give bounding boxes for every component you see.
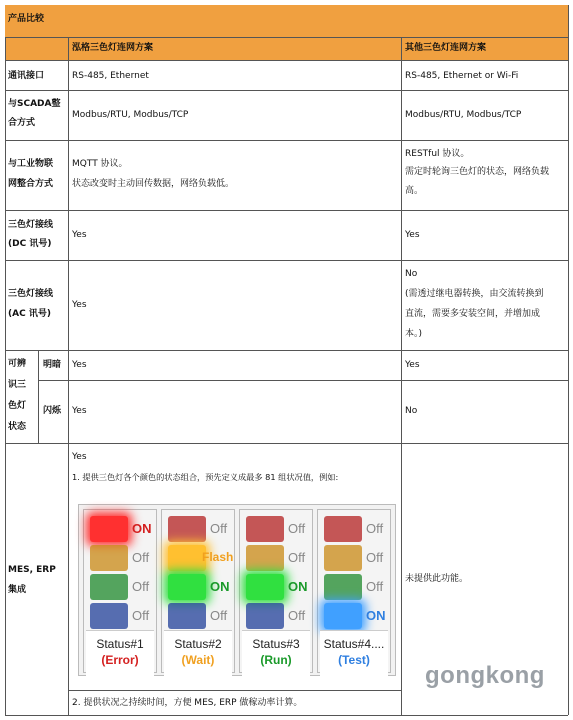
comm-a: RS-485, Ethernet — [72, 71, 149, 81]
tower-lamp — [246, 516, 284, 542]
row-label-identify-1: 可辨 — [8, 359, 27, 369]
iot-b-3: 高。 — [405, 186, 424, 196]
row-label-dc-1: 三色灯接线 — [8, 220, 54, 230]
status-number: Status#1 — [96, 637, 144, 651]
iot-b-1: RESTful 协议。 — [405, 149, 470, 159]
table-title: 产品比较 — [8, 14, 45, 24]
tower-lamp — [168, 545, 206, 571]
row-label-scada-2: 合方式 — [8, 118, 36, 128]
status-panel — [317, 509, 391, 673]
status-caption — [86, 630, 154, 679]
status-panel — [239, 509, 313, 673]
tower-lamp — [168, 603, 206, 629]
lamp-state-label: ON — [210, 579, 230, 594]
lamp-state-label: Off — [132, 550, 150, 565]
status-panel — [83, 509, 157, 673]
ac-a: Yes — [72, 300, 87, 310]
dc-b: Yes — [405, 230, 420, 240]
row-label-scada-1: 与SCADA整 — [8, 99, 61, 109]
lamp-state-label: ON — [366, 608, 386, 623]
identify-b-1: Yes — [405, 360, 420, 370]
row-label-dc-2: (DC 讯号) — [8, 239, 52, 249]
lamp-state-label: Off — [288, 608, 306, 623]
lamp-state-label: Off — [366, 521, 384, 536]
status-state: (Run) — [260, 653, 292, 667]
status-caption — [320, 630, 388, 679]
lamp-state-label: Off — [366, 550, 384, 565]
tower-lamp — [324, 516, 362, 542]
tower-lamp — [246, 574, 284, 600]
tower-lamp — [324, 545, 362, 571]
status-state: (Wait) — [181, 653, 215, 667]
status-number: Status#2 — [174, 637, 222, 651]
status-number: Status#4.... — [323, 637, 385, 651]
iot-a-1: MQTT 协议。 — [72, 159, 128, 169]
row-label-mes-1: MES, ERP — [8, 565, 56, 575]
ac-b-4: 本。) — [405, 329, 423, 339]
iot-b-2: 需定时轮询三色灯的状态，网络负载 — [405, 167, 550, 177]
mes-a-1: Yes — [72, 452, 87, 462]
lamp-state-label: Flash — [202, 550, 234, 564]
dc-a: Yes — [72, 230, 87, 240]
lamp-state-label: ON — [288, 579, 308, 594]
scada-b: Modbus/RTU, Modbus/TCP — [405, 110, 522, 120]
row-label-identify-4: 状态 — [8, 422, 27, 432]
row-label-comm: 通讯接口 — [8, 71, 45, 81]
tower-lamp — [90, 516, 128, 542]
mes-b: 未提供此功能。 — [405, 574, 469, 584]
lamp-state-label: Off — [132, 579, 150, 594]
header-col2: 其他三色灯连网方案 — [405, 43, 487, 53]
sub-label-brightness: 明暗 — [43, 360, 62, 370]
tower-lamp — [168, 574, 206, 600]
scada-a: Modbus/RTU, Modbus/TCP — [72, 110, 189, 120]
status-caption — [242, 630, 310, 679]
lamp-state-label: Off — [132, 608, 150, 623]
iot-a-2: 状态改变时主动回传数据，网络负载低。 — [72, 179, 235, 189]
lamp-state-label: ON — [132, 521, 152, 536]
tower-lamp — [324, 603, 362, 629]
ac-b-2: (需透过继电器转换，由交流转换到 — [405, 289, 544, 299]
mes-a-2: 1. 提供三色灯各个颜色的状态组合，预先定义成最多 81 组状况值，例如: — [72, 472, 339, 482]
identify-a-2: Yes — [72, 406, 87, 416]
watermark: gongkong — [425, 662, 545, 689]
lamp-state-label: Off — [210, 521, 228, 536]
identify-b-2: No — [405, 406, 418, 416]
comm-b: RS-485, Ethernet or Wi-Fi — [405, 71, 519, 81]
status-caption — [164, 630, 232, 679]
ac-b-1: No — [405, 269, 418, 279]
tower-lamp — [90, 603, 128, 629]
tower-lamp — [324, 574, 362, 600]
row-label-iot-1: 与工业物联 — [8, 159, 54, 169]
status-state: (Error) — [101, 653, 139, 667]
tower-lamp — [246, 545, 284, 571]
lamp-state-label: Off — [288, 550, 306, 565]
row-label-ac-2: (AC 讯号) — [8, 309, 51, 319]
title-bar — [5, 5, 568, 37]
lamp-state-label: Off — [210, 608, 228, 623]
mes-a-3: 2. 提供状况之持续时间，方便 MES, ERP 做稼动率计算。 — [72, 698, 303, 708]
tower-lamp — [168, 516, 206, 542]
tower-lamp — [246, 603, 284, 629]
row-label-identify-2: 识三 — [8, 380, 27, 390]
lamp-state-label: Off — [288, 521, 306, 536]
status-number: Status#3 — [252, 637, 300, 651]
identify-a-1: Yes — [72, 360, 87, 370]
row-label-mes-2: 集成 — [8, 585, 27, 595]
status-panel — [161, 509, 235, 673]
tower-lamp — [90, 545, 128, 571]
lamp-state-label: Off — [366, 579, 384, 594]
row-label-ac-1: 三色灯接线 — [8, 289, 54, 299]
ac-b-3: 直流，需要多安装空间，并增加成 — [405, 309, 541, 319]
row-label-identify-3: 色灯 — [8, 401, 27, 411]
tower-lamp — [90, 574, 128, 600]
header-col1: 泓格三色灯连网方案 — [72, 43, 154, 53]
row-label-iot-2: 网整合方式 — [8, 179, 54, 189]
status-light-picture — [78, 504, 396, 676]
status-state: (Test) — [338, 653, 370, 667]
sub-label-flash: 闪烁 — [43, 406, 62, 416]
